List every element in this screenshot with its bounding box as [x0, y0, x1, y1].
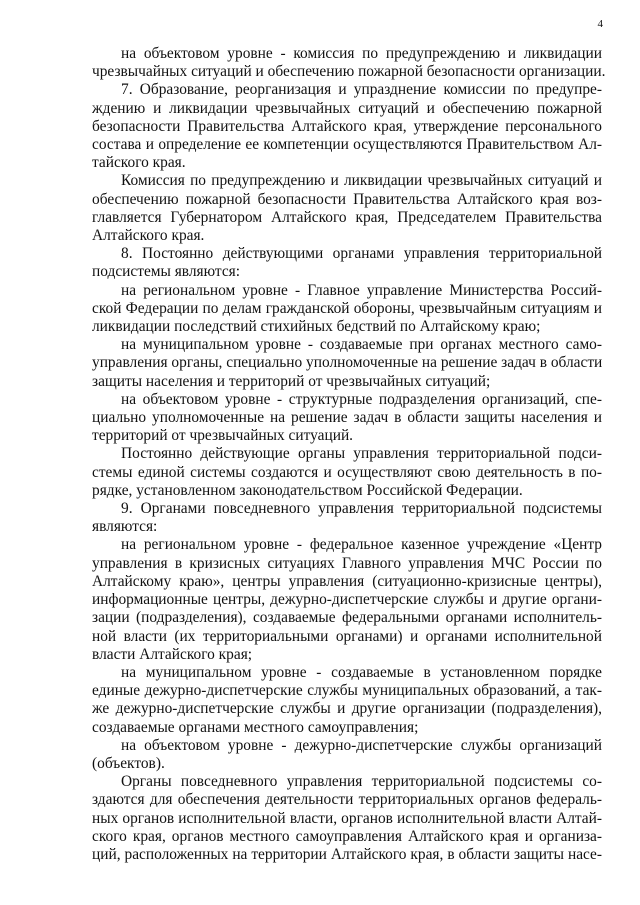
paragraph [92, 172, 602, 245]
paragraph [92, 445, 602, 500]
paragraph-line: Органы повседневного управления территориальной подсистемы со- [121, 773, 602, 791]
paragraph-line: на объектовом уровне - дежурно-диспетчерские службы организаций [121, 736, 602, 754]
paragraph-line: 7. Образование, реорганизация и упразднение комиссии по предупре- [121, 81, 602, 99]
paragraph-line: территорий от чрезвычайных ситуаций. [92, 427, 354, 445]
paragraph [92, 664, 602, 737]
paragraph-line: же дежурно-диспетчерские службы и другие организации (подразделения), [92, 700, 602, 718]
paragraph-line: главляется Губернатором Алтайского края, Председателем Правительства [92, 208, 602, 226]
paragraph-line: здаются для обеспечения деятельности территориальных органов федераль- [92, 791, 602, 809]
paragraph-line: на объектовом уровне - структурные подразделения организаций, спе- [121, 390, 602, 408]
paragraph-line: ных органов исполнительной власти, органов исполнительной власти Алтай- [92, 809, 602, 827]
page-number: 4 [597, 18, 603, 30]
paragraph-line: защиты населения и территорий от чрезвычайных ситуаций; [92, 372, 491, 390]
paragraph-line: на региональном уровне - федеральное казенное учреждение «Центр [121, 536, 602, 554]
paragraph-line: безопасности Правительства Алтайского края, утверждение персонального [92, 117, 602, 135]
paragraph-line: на муниципальном уровне - создаваемые при органах местного само- [121, 336, 602, 354]
paragraph-line: (объектов). [92, 754, 165, 772]
paragraph-line: ской Федерации по делам гражданской обороны, чрезвычайным ситуациям и [92, 299, 602, 317]
paragraph-line: тайского края. [92, 154, 186, 172]
paragraph-line: Постоянно действующие органы управления территориальной подси- [121, 445, 602, 463]
paragraph-line: ского края, органов местного самоуправления Алтайского края и организа- [92, 827, 602, 845]
paragraph-line: управления в кризисных ситуациях Главного управления МЧС России по [92, 554, 602, 572]
paragraph-line: на региональном уровне - Главное управление Министерства Россий- [121, 281, 602, 299]
paragraph [92, 773, 602, 864]
paragraph [92, 336, 602, 391]
paragraph-line: Алтайского края. [92, 227, 205, 245]
paragraph-line: состава и определение ее компетенции осуществляются Правительством Ал- [92, 136, 602, 154]
paragraph [92, 391, 602, 446]
paragraph-line: управления органы, специально уполномоченные на решение задач в области [92, 354, 603, 372]
paragraph [92, 81, 602, 172]
paragraph-line: ликвидации последствий стихийных бедствий по Алтайскому краю; [92, 318, 541, 336]
paragraph-line: единые дежурно-диспетчерские службы муниципальных образований, а так- [92, 682, 602, 700]
paragraph-line: обеспечению пожарной безопасности Правительства Алтайского края воз- [92, 190, 602, 208]
paragraph-line: Алтайскому краю», центры управления (ситуационно-кризисные центры), [92, 572, 602, 590]
paragraph-line: Комиссия по предупреждению и ликвидации чрезвычайных ситуаций и [121, 172, 602, 190]
paragraph-line: чрезвычайных ситуаций и обеспечению пожарной безопасности организации. [92, 63, 606, 81]
paragraph [92, 500, 602, 536]
paragraph-line: ций, расположенных на территории Алтайского края, в области защиты насе- [92, 845, 602, 863]
document-body [92, 45, 606, 864]
paragraph-line: зации (подразделения), создаваемые федеральными органами исполнитель- [92, 609, 602, 627]
paragraph-line: подсистемы являются: [92, 263, 240, 281]
paragraph-line: стемы единой системы создаются и осуществляют свою деятельность в по- [92, 463, 602, 481]
paragraph-line: информационные центры, дежурно-диспетчерские службы и другие органи- [92, 591, 602, 609]
paragraph [92, 536, 602, 663]
paragraph [92, 282, 602, 337]
paragraph [92, 45, 606, 81]
paragraph-line: циально уполномоченные на решение задач в области защиты населения и [92, 409, 602, 427]
paragraph-line: власти Алтайского края; [92, 645, 253, 663]
paragraph-line: на объектовом уровне - комиссия по предупреждению и ликвидации [121, 45, 602, 62]
paragraph-line: рядке, установленном законодательством Российской Федерации. [92, 481, 523, 499]
paragraph-line: 8. Постоянно действующими органами управления территориальной [121, 245, 602, 263]
paragraph-line: ждению и ликвидации чрезвычайных ситуаций и обеспечению пожарной [92, 99, 602, 117]
paragraph-line: ной власти (их территориальными органами) и органами исполнительной [92, 627, 602, 645]
paragraph-line: 9. Органами повседневного управления территориальной подсистемы [121, 500, 602, 518]
paragraph-line: на муниципальном уровне - создаваемые в установленном порядке [121, 663, 602, 681]
paragraph [92, 245, 602, 281]
paragraph-line: являются: [92, 518, 158, 536]
paragraph [92, 737, 602, 773]
paragraph-line: создаваемые органами местного самоуправления; [92, 718, 419, 736]
